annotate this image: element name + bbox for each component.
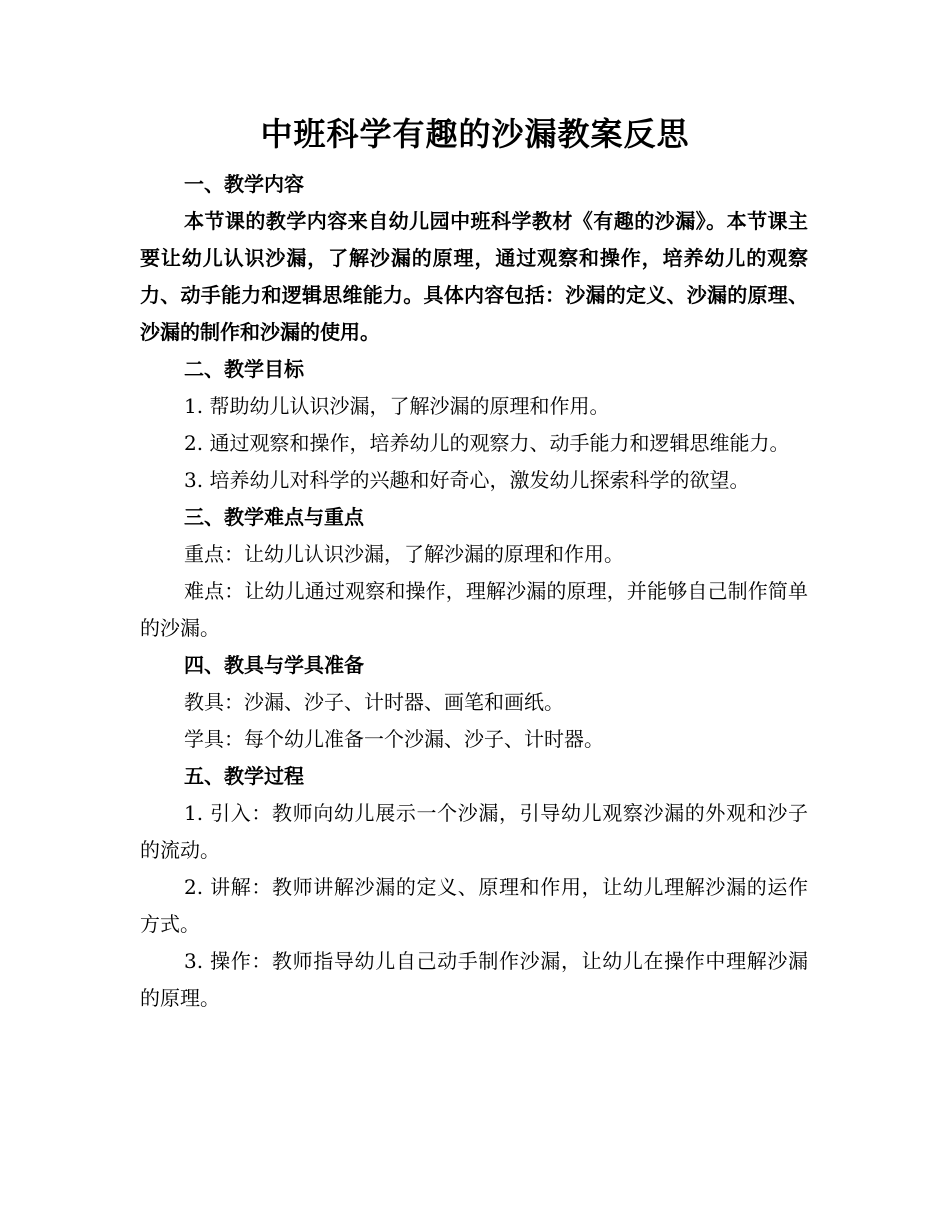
section-heading-teaching-goals: 二、教学目标 [184,357,304,381]
key-point-focus: 重点：让幼儿认识沙漏，了解沙漏的原理和作用。 [184,542,624,566]
process-step-3: 3. 操作：教师指导幼儿自己动手制作沙漏，让幼儿在操作中理解沙漏的原理。 [140,949,808,1010]
goal-item-1: 1. 帮助幼儿认识沙漏，了解沙漏的原理和作用。 [184,394,610,418]
section-heading-teaching-content: 一、教学内容 [184,172,304,196]
section-heading-materials: 四、教具与学具准备 [184,653,364,677]
process-step-1: 1. 引入：教师向幼儿展示一个沙漏，引导幼儿观察沙漏的外观和沙子的流动。 [140,801,808,862]
process-step-2: 2. 讲解：教师讲解沙漏的定义、原理和作用，让幼儿理解沙漏的运作方式。 [140,875,808,936]
materials-student: 学具：每个幼儿准备一个沙漏、沙子、计时器。 [184,727,604,751]
materials-teacher: 教具：沙漏、沙子、计时器、画笔和画纸。 [184,690,564,714]
goal-item-3: 3. 培养幼儿对科学的兴趣和好奇心，激发幼儿探索科学的欲望。 [184,468,750,492]
paragraph-teaching-content: 本节课的教学内容来自幼儿园中班科学教材《有趣的沙漏》。本节课主要让幼儿认识沙漏，了解沙漏的原理，通过观察和操作，培养幼儿的观察力、动手能力和逻辑思维能力。具体内容包括：沙漏的定义、沙漏的原理、沙漏的制作和沙漏的使用。 [140,209,808,344]
document-body [140,166,808,1017]
section-heading-key-points: 三、教学难点与重点 [184,505,364,529]
section-heading-process: 五、教学过程 [184,764,304,788]
key-point-difficulty: 难点：让幼儿通过观察和操作，理解沙漏的原理，并能够自己制作简单的沙漏。 [140,579,808,640]
goal-item-2: 2. 通过观察和操作，培养幼儿的观察力、动手能力和逻辑思维能力。 [184,431,790,455]
document-title: 中班科学有趣的沙漏教案反思 [260,115,690,153]
